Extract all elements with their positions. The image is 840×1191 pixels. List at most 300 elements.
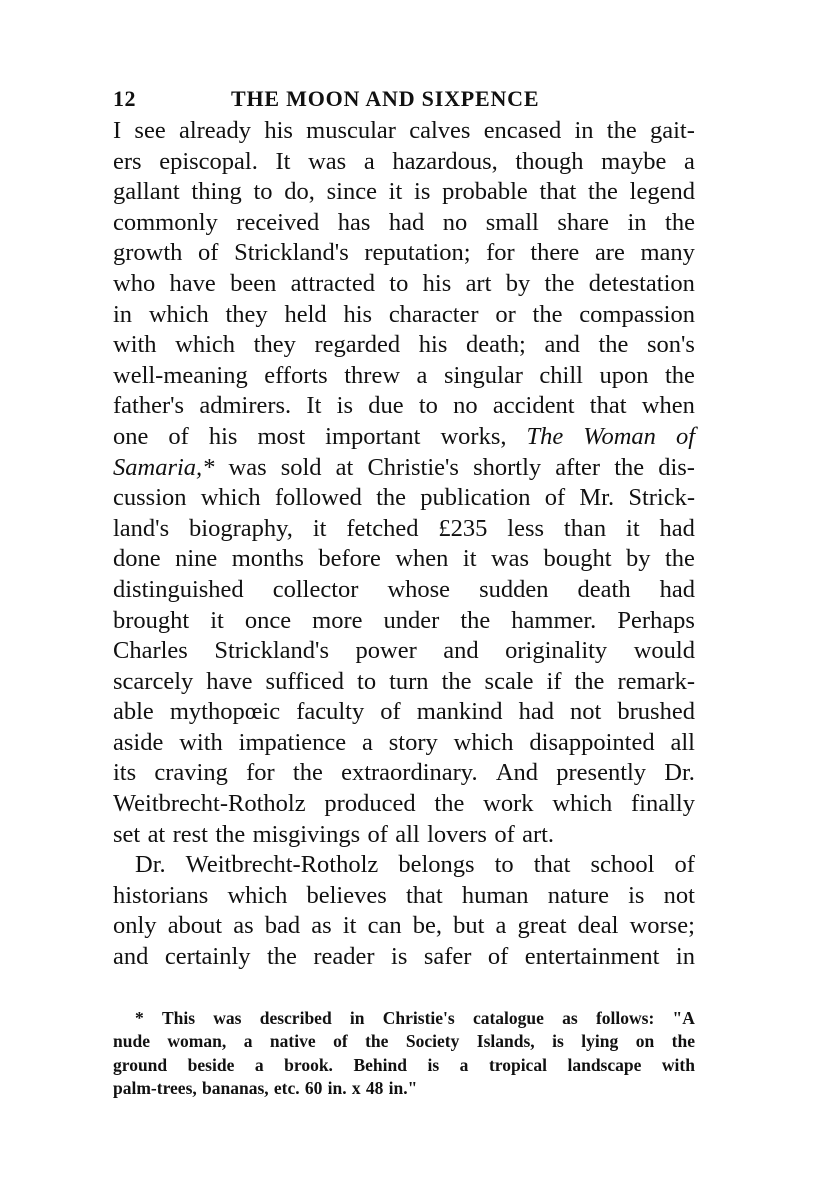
word: follows: — [595, 1007, 655, 1028]
word: * — [135, 1007, 144, 1028]
word: originality — [505, 637, 608, 665]
word: dis- — [658, 453, 695, 481]
word: that — [589, 392, 627, 420]
word: school — [590, 851, 655, 879]
word: encased — [483, 117, 562, 144]
word: I — [113, 117, 122, 144]
word: though — [515, 147, 584, 175]
word: biography, — [189, 514, 293, 542]
word: son's — [646, 331, 695, 359]
word: small — [485, 208, 539, 236]
running-head — [113, 86, 695, 116]
text-line — [113, 850, 695, 881]
word: attracted — [290, 269, 375, 297]
word: was — [213, 1007, 242, 1028]
word: beside — [187, 1054, 235, 1075]
word: great — [517, 912, 567, 940]
text-line — [113, 177, 695, 208]
word: native — [269, 1031, 316, 1052]
word: singular — [443, 361, 523, 389]
word: bad — [264, 912, 301, 940]
word: Strickland's — [214, 637, 329, 665]
word: which — [175, 331, 236, 359]
text-line — [113, 942, 695, 973]
word: share — [557, 208, 610, 236]
word: followed — [274, 484, 362, 512]
word: in — [627, 208, 647, 236]
text-line — [113, 667, 695, 698]
text-line — [113, 1030, 695, 1054]
word: £235 — [438, 514, 488, 542]
word: is — [391, 943, 408, 971]
word: set — [113, 820, 141, 848]
word: turn — [389, 667, 429, 695]
word: ers — [113, 147, 142, 175]
word: compassion — [579, 300, 695, 328]
word: produced — [324, 790, 416, 818]
word: commonly — [113, 208, 218, 236]
word: Behind — [353, 1054, 407, 1075]
word: of — [674, 851, 695, 879]
word: art. — [522, 820, 555, 848]
word: disappointed — [529, 728, 655, 756]
word: the — [460, 606, 491, 634]
word: is — [628, 881, 645, 909]
word: for — [246, 759, 275, 787]
word: was — [490, 545, 530, 573]
word: craving — [154, 759, 228, 787]
word: "A — [672, 1007, 695, 1028]
word: under — [383, 606, 440, 634]
word: most — [257, 422, 306, 450]
word: Strickland's — [234, 239, 349, 267]
word: on — [635, 1031, 655, 1052]
word: had — [388, 208, 425, 236]
word: cussion — [113, 484, 187, 512]
text-line — [113, 361, 695, 392]
word: bananas, — [202, 1078, 269, 1099]
word: that — [539, 178, 577, 206]
word: catalogue — [472, 1007, 544, 1028]
word: the — [574, 667, 605, 695]
word: Christie's — [382, 1007, 455, 1028]
text-line — [113, 422, 695, 453]
word: of — [333, 1031, 348, 1052]
word: nature — [547, 881, 609, 909]
word: 48 — [365, 1078, 384, 1099]
word: not — [570, 698, 602, 726]
text-line — [113, 606, 695, 637]
word: lying — [581, 1031, 619, 1052]
text-line — [113, 789, 695, 820]
word: that — [533, 851, 571, 879]
word: well-meaning — [113, 361, 248, 389]
word: done — [113, 545, 161, 573]
word: when — [395, 545, 449, 573]
word: with — [179, 728, 223, 756]
text-line — [113, 697, 695, 728]
word: 60 — [304, 1078, 323, 1099]
word: but — [453, 912, 485, 940]
word: works, — [440, 422, 507, 450]
word: than — [563, 514, 607, 542]
word: his — [418, 331, 448, 359]
text-line — [113, 881, 695, 912]
word: shortly — [473, 453, 542, 481]
word: believes — [306, 881, 387, 909]
text-line — [113, 1077, 695, 1101]
word: with — [661, 1054, 695, 1075]
word: art — [465, 269, 492, 297]
word: due — [368, 392, 404, 420]
word: finally — [631, 790, 695, 818]
word: be, — [412, 912, 442, 940]
word: maybe — [601, 147, 667, 175]
text-line — [113, 911, 695, 942]
word: a — [363, 147, 375, 175]
word: for — [486, 239, 515, 267]
word: a — [459, 1054, 469, 1075]
word: it — [626, 514, 640, 542]
word: of — [487, 943, 509, 971]
word: efforts — [264, 361, 328, 389]
word: of — [198, 239, 219, 267]
word: which — [453, 728, 514, 756]
word: work — [483, 790, 534, 818]
word: story — [388, 728, 438, 756]
word: the — [598, 331, 629, 359]
text-line — [113, 391, 695, 422]
word: a — [416, 361, 428, 389]
word: less — [507, 514, 545, 542]
word: which — [552, 790, 613, 818]
word: It — [275, 147, 291, 175]
word: mankind — [416, 698, 503, 726]
word: the — [365, 1031, 389, 1052]
word: before — [318, 545, 381, 573]
word: once — [244, 606, 292, 634]
word: sudden — [479, 575, 549, 603]
word: lovers — [427, 820, 487, 848]
word: by — [626, 545, 651, 573]
text-line — [113, 483, 695, 514]
word: received — [236, 208, 320, 236]
word: calves — [409, 117, 471, 144]
word: or — [495, 300, 516, 328]
word: many — [640, 239, 695, 267]
word: in — [113, 300, 133, 328]
word: Samaria,* — [113, 453, 215, 481]
word: scarcely — [113, 667, 194, 695]
word: sufficed — [265, 667, 344, 695]
word: sold — [280, 453, 322, 481]
text-line — [113, 1054, 695, 1078]
word: by — [505, 269, 531, 297]
word: as — [562, 1007, 578, 1028]
word: of — [380, 698, 401, 726]
word: no — [453, 392, 478, 420]
word: the — [266, 943, 297, 971]
text-line — [113, 728, 695, 759]
word: impatience — [238, 728, 347, 756]
word: in." — [388, 1078, 418, 1099]
word: more — [312, 606, 363, 634]
word: is — [427, 1054, 440, 1075]
word: brushed — [617, 698, 695, 726]
text-line — [113, 820, 695, 851]
word: which — [227, 881, 288, 909]
word: only — [113, 912, 157, 940]
word: of — [494, 820, 515, 848]
word: death; — [465, 331, 526, 359]
word: Mr. — [579, 484, 615, 512]
footnote — [113, 1007, 695, 1101]
word: in — [349, 1007, 365, 1028]
word: about — [167, 912, 223, 940]
word: regarded — [314, 331, 401, 359]
word: the — [292, 759, 323, 787]
word: gait- — [649, 117, 695, 144]
word: they — [253, 331, 296, 359]
word: chill — [539, 361, 583, 389]
word: months — [231, 545, 304, 573]
text-line — [113, 147, 695, 178]
word: his — [208, 422, 238, 450]
word: detestation — [588, 269, 695, 297]
word: deal — [577, 912, 619, 940]
word: it — [342, 912, 357, 940]
word: remark- — [617, 667, 695, 695]
word: its — [113, 759, 137, 787]
word: had — [518, 698, 554, 726]
text-line — [113, 636, 695, 667]
word: able — [113, 698, 154, 726]
word: is — [414, 178, 431, 206]
word: had — [659, 514, 695, 542]
word: if — [546, 667, 562, 695]
word: Woman — [583, 422, 656, 450]
word: The — [526, 422, 564, 450]
word: his — [343, 300, 373, 328]
word: whose — [387, 575, 451, 603]
word: to — [253, 178, 273, 206]
word: with — [113, 331, 157, 359]
word: Strick- — [628, 484, 695, 512]
word: etc. — [273, 1078, 300, 1099]
text-line — [113, 575, 695, 606]
word: in — [574, 117, 594, 144]
word: the — [532, 300, 563, 328]
text-line — [113, 269, 695, 300]
word: threw — [344, 361, 401, 389]
word: the — [441, 667, 472, 695]
paragraph — [113, 850, 695, 972]
word: rest — [172, 820, 208, 848]
word: belongs — [398, 851, 475, 879]
word: land's — [113, 514, 170, 542]
word: x — [351, 1078, 361, 1099]
word: in. — [327, 1078, 347, 1099]
word: was — [308, 147, 347, 175]
word: aside — [113, 728, 164, 756]
word: character — [388, 300, 479, 328]
word: collector — [272, 575, 359, 603]
word: had — [659, 575, 695, 603]
word: And — [495, 759, 539, 787]
word: have — [169, 269, 216, 297]
word: accident — [492, 392, 575, 420]
word: as — [311, 912, 332, 940]
word: the — [614, 453, 645, 481]
text-line — [113, 116, 695, 147]
word: the — [671, 1031, 695, 1052]
word: Islands, — [476, 1031, 535, 1052]
word: Weitbrecht-Rotholz — [113, 790, 306, 818]
word: that — [405, 881, 443, 909]
word: the — [544, 269, 575, 297]
word: and — [443, 637, 479, 665]
word: This — [161, 1007, 196, 1028]
word: important — [325, 422, 421, 450]
word: Perhaps — [617, 606, 695, 634]
word: all — [670, 728, 695, 756]
word: hammer. — [511, 606, 597, 634]
word: woman, — [167, 1031, 227, 1052]
word: who — [113, 269, 156, 297]
word: of — [168, 422, 189, 450]
word: muscular — [306, 117, 396, 144]
word: of — [544, 484, 566, 512]
word: nude — [113, 1031, 150, 1052]
word: the — [434, 790, 465, 818]
running-title: THE MOON AND SIXPENCE — [231, 86, 540, 111]
text-line — [113, 758, 695, 789]
word: landscape — [567, 1054, 642, 1075]
word: a — [243, 1031, 253, 1052]
word: it — [210, 606, 224, 634]
word: a — [495, 912, 507, 940]
word: entertainment — [524, 943, 660, 971]
word: hazardous, — [392, 147, 498, 175]
word: tropical — [488, 1054, 547, 1075]
word: brook. — [284, 1054, 333, 1075]
paragraph — [113, 116, 695, 850]
word: do, — [284, 178, 315, 206]
word: of — [675, 422, 695, 450]
word: and — [113, 943, 149, 971]
text-line — [113, 453, 695, 484]
word: Dr. — [135, 851, 166, 879]
word: to — [389, 269, 409, 297]
word: power — [355, 637, 417, 665]
word: have — [206, 667, 253, 695]
word: there — [530, 239, 580, 267]
word: of — [367, 820, 388, 848]
word: Dr. — [664, 759, 695, 787]
word: the — [665, 208, 695, 236]
book-page — [113, 86, 695, 1101]
word: can — [367, 912, 402, 940]
word: to — [418, 392, 438, 420]
word: Society — [405, 1031, 460, 1052]
word: described — [259, 1007, 332, 1028]
word: no — [442, 208, 468, 236]
word: thing — [191, 178, 242, 206]
word: ground — [113, 1054, 168, 1075]
word: mythopœic — [169, 698, 281, 726]
word: a — [254, 1054, 264, 1075]
word: see — [134, 117, 166, 144]
word: after — [555, 453, 601, 481]
page-number: 12 — [113, 86, 136, 111]
word: certainly — [164, 943, 251, 971]
word: when — [641, 392, 695, 420]
word: admirers. — [199, 392, 292, 420]
word: father's — [113, 392, 185, 420]
word: was — [228, 453, 267, 481]
word: which — [200, 484, 261, 512]
word: the — [215, 820, 246, 848]
body-text — [113, 116, 695, 973]
word: to — [357, 667, 377, 695]
word: worse; — [629, 912, 695, 940]
word: nine — [175, 545, 218, 573]
word: it — [312, 514, 327, 542]
word: Christie's — [367, 453, 459, 481]
word: a — [362, 728, 373, 756]
word: faculty — [296, 698, 365, 726]
word: the — [664, 361, 695, 389]
word: a — [684, 147, 695, 175]
word: to — [494, 851, 514, 879]
text-line — [113, 238, 695, 269]
word: which — [148, 300, 209, 328]
word: the — [606, 117, 637, 144]
word: extraordinary. — [341, 759, 478, 787]
word: are — [594, 239, 625, 267]
word: growth — [113, 239, 183, 267]
text-line — [113, 544, 695, 575]
word: the — [665, 545, 695, 573]
word: it — [388, 178, 403, 206]
word: reputation; — [364, 239, 471, 267]
word: as — [233, 912, 254, 940]
word: fetched — [346, 514, 419, 542]
word: episcopal. — [159, 147, 258, 175]
word: the — [587, 178, 618, 206]
word: reader — [313, 943, 375, 971]
word: brought — [113, 606, 190, 634]
word: in — [675, 943, 695, 971]
word: Charles — [113, 637, 188, 665]
word: is — [336, 392, 353, 420]
word: upon — [599, 361, 649, 389]
word: death — [577, 575, 631, 603]
word: they — [225, 300, 268, 328]
word: palm-trees, — [113, 1078, 197, 1099]
word: would — [633, 637, 695, 665]
word: held — [284, 300, 327, 328]
word: since — [326, 178, 377, 206]
word: his — [264, 117, 293, 144]
word: safer — [423, 943, 472, 971]
word: his — [422, 269, 452, 297]
word: has — [337, 208, 371, 236]
word: been — [230, 269, 277, 297]
word: bought — [543, 545, 612, 573]
text-line — [113, 300, 695, 331]
word: not — [663, 881, 695, 909]
